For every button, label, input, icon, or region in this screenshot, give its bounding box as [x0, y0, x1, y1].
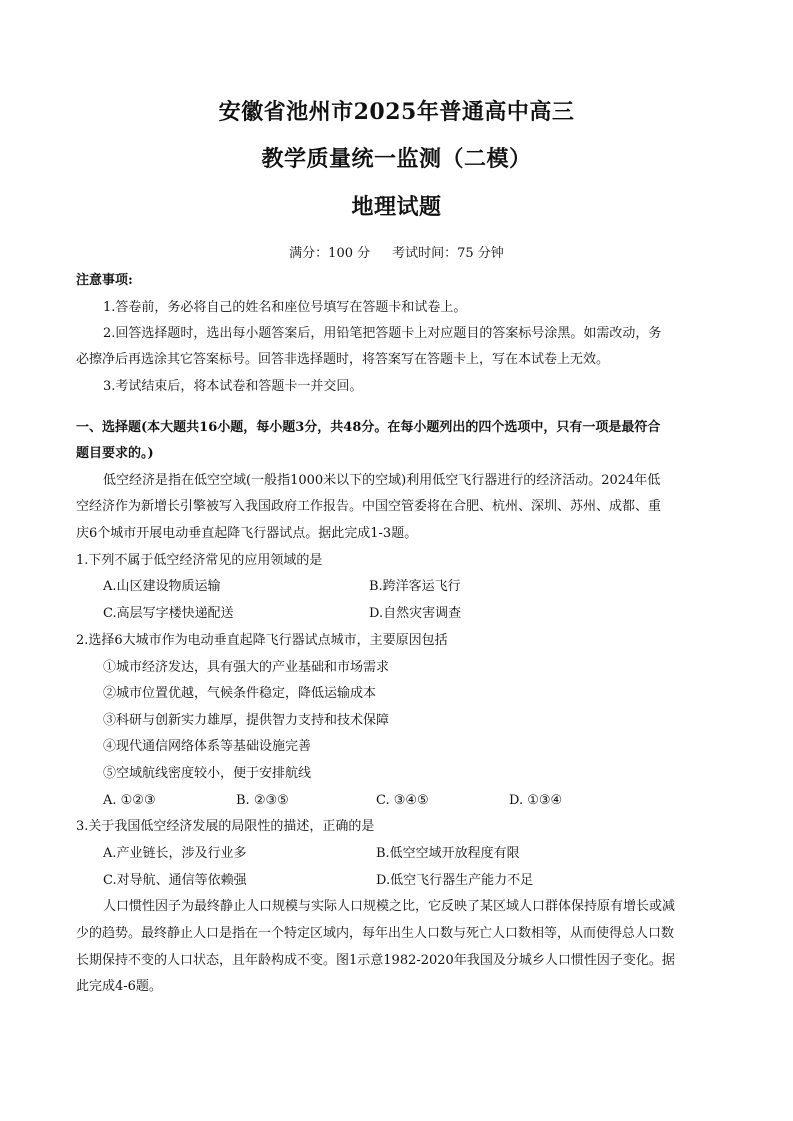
q3-option-d: D.低空飞行器生产能力不足 [376, 873, 534, 888]
passage1-line-b: 空经济作为新增长引擎被写入我国政府工作报告。中国空管委将在合肥、杭州、深圳、苏州、成都、重 [76, 499, 662, 514]
passage2-line-a: 人口惯性因子为最终静止人口规模与实际人口规模之比，它反映了某区域人口群体保持原有增长或减 [103, 899, 676, 914]
q3-option-c: C.对导航、通信等依赖强 [103, 873, 247, 888]
q2-statement-5: ⑤空域航线密度较小，便于安排航线 [103, 766, 312, 781]
q3-option-b: B.低空空域开放程度有限 [376, 846, 520, 861]
note-3: 3.考试结束后，将本试卷和答题卡一并交回。 [103, 379, 363, 394]
time-info: 考试时间：75 分钟 [392, 246, 504, 261]
q2-statement-2: ②城市位置优越，气候条件稳定，降低运输成本 [103, 686, 377, 701]
passage2-line-c: 长期保持不变的人口状态，且年龄构成不变。图1示意1982-2020年我国及分城乡人口惯性因子变化。据 [76, 953, 675, 968]
q2-option-b: B. ②③⑤ [236, 793, 289, 808]
title-line-1: 安徽省池州市2025年普通高中高三 [218, 99, 575, 125]
passage1-line-c: 庆6个城市开展电动垂直起降飞行器试点。据此完成1-3题。 [76, 526, 418, 541]
section1-heading-b: 题目要求的。) [76, 446, 154, 461]
section1-heading-a: 一、选择题(本大题共16小题，每小题3分，共48分。在每小题列出的四个选项中，只有一项是最符合 [76, 420, 661, 435]
q2-option-d: D. ①③④ [509, 793, 563, 808]
q1-option-a: A.山区建设物质运输 [103, 579, 221, 594]
passage2-line-b: 少的趋势。最终静止人口是指在一个特定区域内，每年出生人口数与死亡人口数相等，从而使得总人口数 [76, 926, 675, 941]
title-line-3: 地理试题 [351, 194, 442, 220]
note-1: 1.答卷前，务必将自己的姓名和座位号填写在答题卡和试卷上。 [103, 300, 467, 315]
question-2: 2.选择6大城市作为电动垂直起降飞行器试点城市，主要原因包括 [76, 633, 448, 648]
passage2-line-d: 此完成4-6题。 [76, 979, 162, 994]
score-info: 满分：100 分 [289, 246, 371, 261]
passage1-line-a: 低空经济是指在低空空域(一般指1000米以下的空域)利用低空飞行器进行的经济活动。2024年低 [103, 473, 661, 488]
q2-statement-4: ④现代通信网络体系等基础设施完善 [103, 739, 312, 754]
note-2-line-b: 必擦净后再选涂其它答案标号。回答非选择题时，将答案写在答题卡上，写在本试卷上无效。 [76, 352, 610, 367]
q2-statement-3: ③科研与创新实力雄厚，提供智力支持和技术保障 [103, 713, 390, 728]
q2-statement-1: ①城市经济发达，具有强大的产业基础和市场需求 [103, 660, 390, 675]
note-2-line-a: 2.回答选择题时，选出每小题答案后，用铅笔把答题卡上对应题目的答案标号涂黑。如需改动，务 [103, 326, 662, 341]
question-1: 1.下列不属于低空经济常见的应用领域的是 [76, 553, 323, 568]
q3-option-a: A.产业链长，涉及行业多 [103, 846, 247, 861]
title-line-2: 教学质量统一监测（二模） [261, 146, 532, 172]
q2-option-a: A. ①②③ [103, 793, 156, 808]
q1-option-c: C.高层写字楼快递配送 [103, 606, 234, 621]
question-3: 3.关于我国低空经济发展的局限性的描述，正确的是 [76, 819, 375, 834]
exam-meta [0, 245, 793, 263]
q1-option-b: B.跨洋客运飞行 [369, 579, 461, 594]
q2-option-c: C. ③④⑤ [376, 793, 429, 808]
notes-heading: 注意事项: [76, 273, 133, 288]
q1-option-d: D.自然灾害调查 [369, 606, 462, 621]
